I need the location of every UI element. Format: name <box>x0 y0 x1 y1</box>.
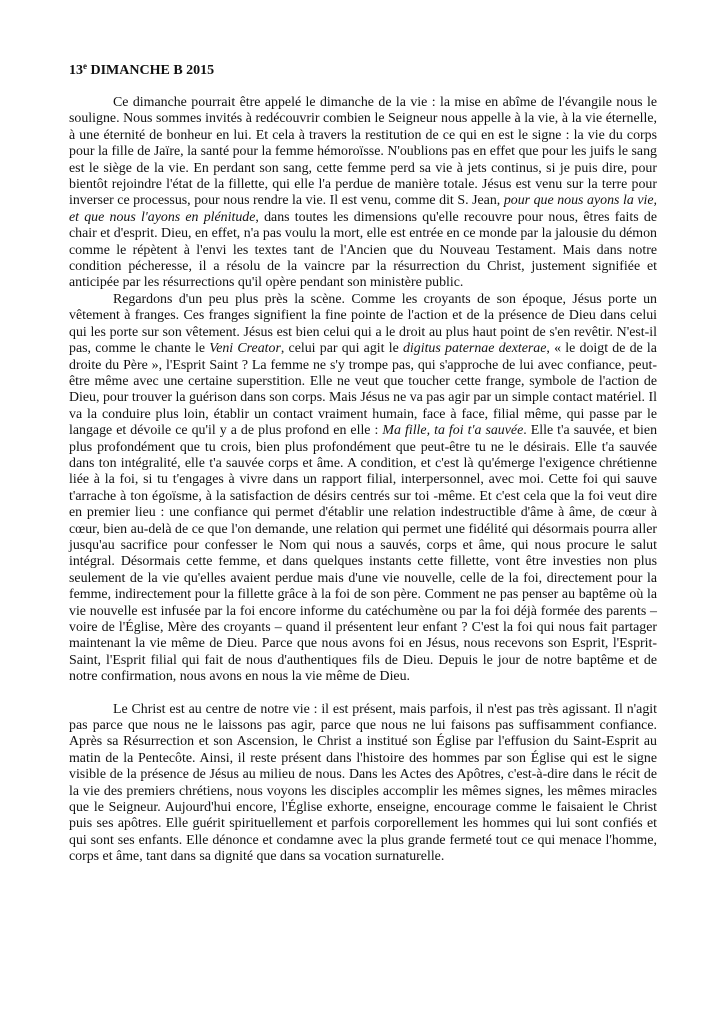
paragraph-1 <box>69 95 657 292</box>
title-rest: DIMANCHE B 2015 <box>87 63 215 78</box>
italic-quote: digitus paternae dexterae <box>402 341 547 357</box>
text-run: , celui par qui agit le <box>280 341 403 357</box>
text-run: , dans toutes les dimensions qu'elle recouvre pour nous, êtres faits de chair et d'esprit. Dieu, en effet, n'a pas voulu la mort, elle est entrée en ce monde par la jalousie du démon comme le répètent à l'envi les textes tant de l'Ancien que du Nouveau Testament. Mais dans notre condition pécheresse, il a résolu de la vaincre par la résurrection du Christ, justement signifiée et anticipée par les résurrections qu'il opère pendant son ministère public. <box>69 209 657 291</box>
text-run: Regardons d'un peu plus près la scène. Comme les croyants de son époque, Jésus porte un vêtement à franges. Ces franges signifient la fine pointe de l'action et de la présence de Dieu dans celui qui les porte sur son vêtement. Jésus est bien celui qui a le droit au plus haut point de s'en revêtir. N'est-il pas, comme le chante le <box>69 291 657 357</box>
title-number: 13 <box>69 63 83 78</box>
italic-quote: pour que nous ayons la vie, et que nous l'ayons en plénitude <box>69 193 657 225</box>
text-run: , « le doigt de de la droite du Père », l'Esprit Saint ? La femme ne s'y trompe pas, qui s'approche de lui avec confiance, peut-être même avec une certaine superstition. Elle ne veut que toucher cette frange, symbole de l'action de Dieu, pour trouver la guérison dans son corps. Mais Jésus ne va pas agir par un simple contact matériel. Il va la conduire plus loin, établir un contact vraiment humain, face à face, filial même, qui passe par le langage et dévoile ce qu'il y a de plus profond en elle : <box>69 341 657 439</box>
paragraph-3 <box>69 702 657 866</box>
paragraph-2 <box>69 292 657 686</box>
italic-quote: Ma fille, ta foi t'a sauvée <box>382 423 524 439</box>
text-run: Le Christ est au centre de notre vie : il est présent, mais parfois, il n'est pas très agissant. Il n'agit pas parce que nous ne le laissons pas agir, parce que nous ne lui faisons pas suffisamment confiance. Après sa Résurrection et son Ascension, le Christ a institué son Église par l'effusion du Saint-Esprit au matin de la Pentecôte. Ainsi, il reste présent dans l'histoire des hommes par son Église qui est le signe visible de la présence de Jésus au milieu de nous. Dans les Actes des Apôtres, c'est-à-dire dans le récit de la vie des premiers chrétiens, nous voyons les disciples accomplir les mêmes signes, les mêmes miracles que le Seigneur. Aujourd'hui encore, l'Église exhorte, enseigne, encourage comme le faisaient le Christ puis ses apôtres. Elle guérit spirituellement et parfois corporellement les hommes qui lui sont confiés et qui sont ses enfants. Elle dénonce et condamne avec la plus grande fermeté tout ce qui menace l'homme, corps et âme, tant dans sa dignité que dans sa vocation surnaturelle. <box>69 701 657 865</box>
title-superscript: e <box>83 61 87 71</box>
text-run: . Elle t'a sauvée, et bien plus profondément que tu crois, bien plus profondément que peut-être tu ne le désirais. Elle t'a sauvée dans ton intégralité, elle t'a sauvée corps et âme. A condition, et c'est là qu'émerge l'exigence chrétienne liée à la foi, si tu t'engages à vivre dans un rapport filial, interpersonnel, avec moi. Cette foi qui sauve t'arrache à ton égoïsme, à la satisfaction de désirs centrés sur toi -même. Et c'est cela que la foi veut dire en premier lieu : une confiance qui permet d'établir une relation indestructible d'âme à âme, de cœur à cœur, bien au-delà de ce que l'on demande, une relation qui permet une fidélité qui désormais pourra aller jusqu'au sacrifice pour confesser le Nom qui nous a sauvés, corps et âme, qui nous procure le salut intégral. Désormais cette femme, et dans quelques instants cette fillette, vont être investies non plus seulement de la vie qu'elles avaient perdue mais d'une vie nouvelle, celle de la foi, directement pour la femme, indirectement pour la fillette grâce à la foi de son père. Comment ne pas penser au baptême où la vie nouvelle est infusée par la foi encore informe du catéchumène ou par la foi déjà formée des parents – voire de l'Église, Mère des croyants – quand il présentent leur enfant ? C'est la foi qui nous fait partager maintenant la vie même de Dieu. Parce que nous avons foi en Jésus, nous recevons son Esprit, l'Esprit-Saint, l'Esprit filial qui fait de nous d'authentiques fils de Dieu. Depuis le jour de notre baptême et de notre confirmation, nous avons en nous la vie même de Dieu. <box>69 423 658 685</box>
italic-quote: Veni Creator <box>209 341 281 357</box>
document-title <box>69 62 657 79</box>
document-page <box>69 62 657 866</box>
text-run: Ce dimanche pourrait être appelé le dimanche de la vie : la mise en abîme de l'évangile nous le souligne. Nous sommes invités à redécouvrir combien le Seigneur nous appelle à la vie, à la vie éternelle, à une éternité de bonheur en lui. Et cela à travers la restitution de ce qui en est le signe : la vie du corps pour la fille de Jaïre, la santé pour la femme hémoroïsse. N'oublions pas en effet que pour les juifs le sang est le siège de la vie. En perdant son sang, cette femme perd sa vie à jets continus, si je puis dire, pour bientôt rejoindre l'état de la fillette, qui elle l'a perdue de manière totale. Jésus est venu sur la terre pour inverser ce processus, pour nous rendre la vie. Il est venu, comme dit S. Jean, <box>69 95 657 209</box>
